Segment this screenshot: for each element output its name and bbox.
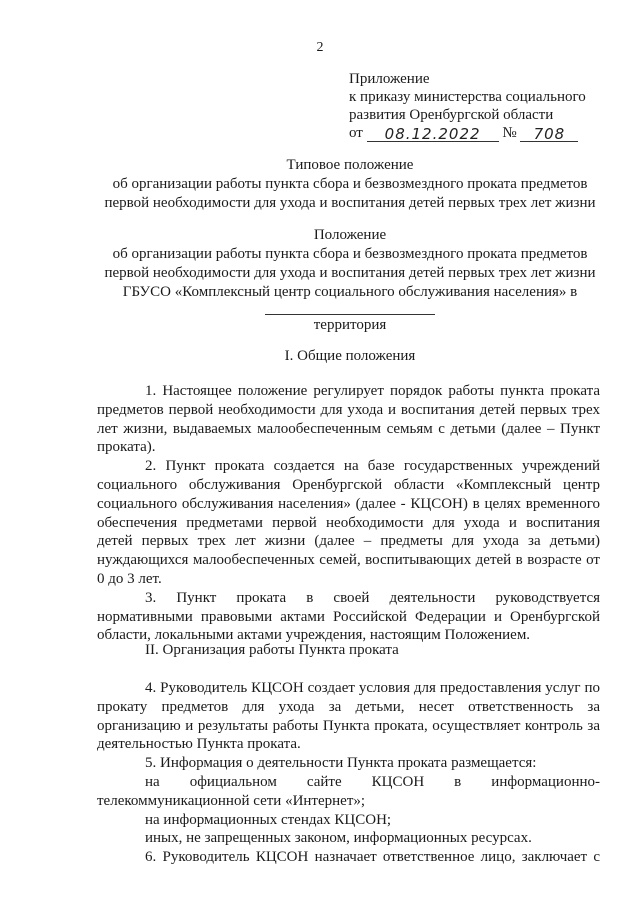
subtitle-line-4: ГБУСО «Комплексный центр социального обслуживания населения» в: [122, 284, 578, 300]
handwritten-date: 08.12.2022: [384, 125, 481, 143]
paragraph-5b: на информационных стендах КЦСОН;: [145, 811, 392, 828]
date-field: [367, 125, 499, 142]
document-subtitle: [60, 226, 640, 335]
number-field: [520, 125, 578, 142]
territory-blank: [60, 302, 640, 316]
territory-caption: территория: [313, 317, 387, 333]
subtitle-line-1: Положение: [313, 227, 387, 243]
handwritten-number: 708: [533, 125, 566, 143]
paragraph-4: 4. Руководитель КЦСОН создает условия для предоставления услуг по прокату предметов для ухода за детьми, несет ответственность за организацию и результаты работы Пункта проката, осуществляет контроль за деятельностью Пункта проката.: [97, 680, 600, 753]
appendix-date-number-line: [349, 124, 586, 142]
paragraph-3: 3. Пункт проката в своей деятельности руководствуется нормативными правовыми актами Российской Федерации и Оренбургской области, локальными актами учреждения, настоящим Положением.: [97, 589, 600, 644]
number-label: №: [502, 125, 517, 141]
section-2-body: [97, 679, 600, 867]
subtitle-line-3: первой необходимости для ухода и воспитания детей первых трех лет жизни: [104, 265, 596, 281]
paragraph-1: 1. Настоящее положение регулирует порядок работы пункта проката предметов первой необходимости для ухода и воспитания детей первых трех лет жизни, выдаваемых малообеспеченным семьям с детьми (далее – Пункт проката).: [97, 383, 600, 456]
paragraph-5: 5. Информация о деятельности Пункта проката размещается:: [145, 755, 537, 772]
section-1-heading: I. Общие положения: [284, 348, 416, 364]
appendix-order-line: к приказу министерства социального: [349, 89, 586, 105]
paragraph-6: 6. Руководитель КЦСОН назначает ответственное лицо, заключает с: [145, 849, 600, 866]
appendix-title: Приложение: [349, 71, 430, 87]
title-line-3: первой необходимости для ухода и воспитания детей первых трех лет жизни: [104, 195, 596, 211]
page-number: 2: [316, 40, 324, 55]
section-2-heading: II. Организация работы Пункта проката: [145, 642, 399, 658]
paragraph-5c: иных, не запрещенных законом, информационных ресурсах.: [145, 830, 532, 847]
appendix-block: [349, 70, 586, 142]
appendix-ministry-line: развития Оренбургской области: [349, 107, 554, 123]
document-title: [60, 156, 640, 213]
paragraph-2: 2. Пункт проката создается на базе государственных учреждений социального обслуживания Оренбургской области «Комплексный центр социального обслуживания населения» (далее - КЦСОН) в целях временного обеспечения предметами первой необходимости для ухода и воспитания детей первых трех лет жизни (далее – предметы для ухода за детьми) нуждающихся малообеспеченных семей, воспитывающих детей в возрасте от 0 до 3 лет.: [97, 458, 600, 587]
section-1-body: [97, 382, 600, 645]
title-line-2: об организации работы пункта сбора и безвозмездного проката предметов: [112, 176, 588, 192]
blank-underline: [265, 304, 435, 315]
subtitle-line-2: об организации работы пункта сбора и безвозмездного проката предметов: [112, 246, 588, 262]
from-label: от: [349, 125, 363, 141]
paragraph-5a: на официальном сайте КЦСОН в информационно-телекоммуникационной сети «Интернет»;: [97, 773, 600, 809]
title-line-1: Типовое положение: [286, 157, 414, 173]
